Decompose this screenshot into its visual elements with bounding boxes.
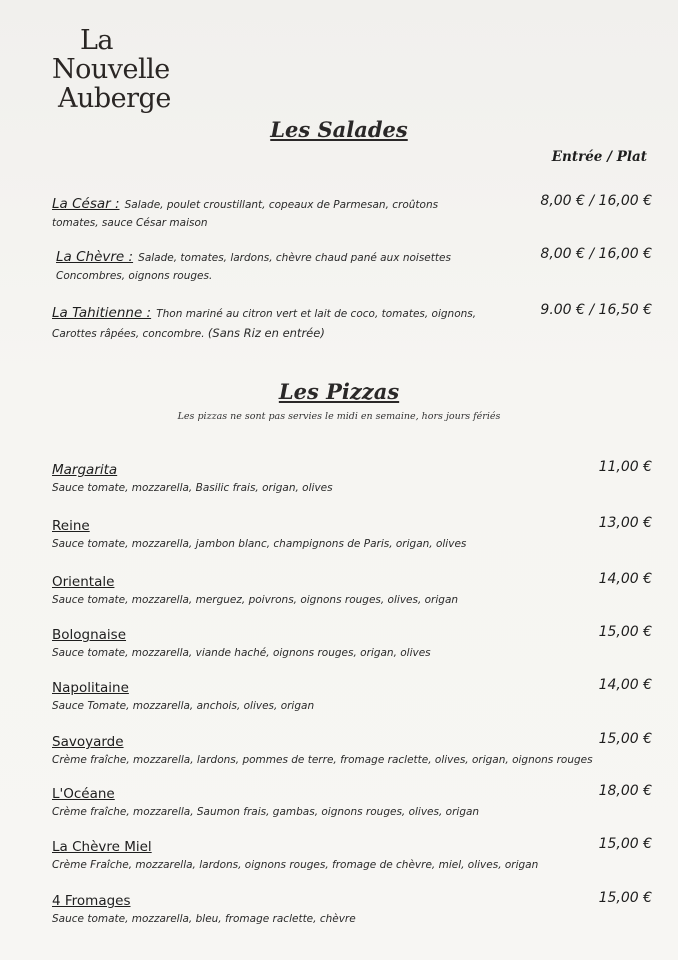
pizza-desc: Crème fraîche, mozzarella, Saumon frais, gambas, oignons rouges, olives, origan bbox=[52, 806, 480, 818]
pizza-desc: Sauce tomate, mozzarella, Basilic frais, origan, olives bbox=[52, 482, 333, 494]
pizza-name: Savoyarde bbox=[52, 734, 124, 750]
restaurant-logo bbox=[52, 26, 171, 113]
pizza-name: Margarita bbox=[52, 462, 118, 478]
salad-price: 8,00 € / 16,00 € bbox=[540, 193, 652, 209]
pizza-name: Orientale bbox=[52, 574, 115, 590]
pizzas-title: Les Pizzas bbox=[278, 379, 400, 404]
salad-desc-line2-text: Carottes râpées, concombre. bbox=[52, 328, 205, 340]
pizza-name: Reine bbox=[52, 518, 90, 534]
pizza-desc: Sauce Tomate, mozzarella, anchois, olives, origan bbox=[52, 700, 315, 712]
pizza-name: Napolitaine bbox=[52, 680, 129, 696]
pizza-item bbox=[52, 571, 652, 606]
logo-line: Nouvelle bbox=[52, 54, 170, 85]
pizza-desc: Sauce tomate, mozzarella, merguez, poivrons, oignons rouges, olives, origan bbox=[52, 594, 459, 606]
pizza-price: 14,00 € bbox=[598, 677, 652, 693]
salad-desc-line2: Concombres, oignons rouges. bbox=[56, 270, 213, 282]
salads-title: Les Salades bbox=[270, 117, 408, 142]
pizza-name: 4 Fromages bbox=[52, 893, 131, 909]
pizzas-note: Les pizzas ne sont pas servies le midi en semaine, hors jours fériés bbox=[177, 411, 501, 422]
pizza-price: 15,00 € bbox=[598, 624, 652, 640]
pizza-item bbox=[52, 783, 652, 818]
price-column-header: Entrée / Plat bbox=[551, 149, 647, 165]
pizza-desc: Crème Fraîche, mozzarella, lardons, oignons rouges, fromage de chèvre, miel, olives, origan bbox=[52, 859, 539, 871]
salad-price: 8,00 € / 16,00 € bbox=[540, 246, 652, 262]
pizza-name: La Chèvre Miel bbox=[52, 839, 152, 855]
salad-name: La César : bbox=[52, 196, 120, 212]
pizza-item bbox=[52, 624, 652, 659]
pizza-desc: Sauce tomate, mozzarella, jambon blanc, champignons de Paris, origan, olives bbox=[52, 538, 467, 550]
pizza-name: Bolognaise bbox=[52, 627, 127, 643]
salad-desc: Salade, poulet croustillant, copeaux de Parmesan, croûtons bbox=[124, 199, 439, 211]
pizza-price: 15,00 € bbox=[598, 731, 652, 747]
pizza-item bbox=[52, 731, 652, 766]
pizza-desc: Sauce tomate, mozzarella, viande haché, oignons rouges, origan, olives bbox=[52, 647, 431, 659]
salad-item bbox=[52, 302, 652, 340]
pizza-price: 18,00 € bbox=[598, 783, 652, 799]
salad-name: La Chèvre : bbox=[56, 249, 134, 265]
pizza-item bbox=[52, 836, 652, 871]
salad-item bbox=[52, 193, 652, 229]
pizza-price: 13,00 € bbox=[598, 515, 652, 531]
pizza-desc: Sauce tomate, mozzarella, bleu, fromage raclette, chèvre bbox=[52, 913, 356, 925]
pizza-item bbox=[52, 459, 652, 494]
pizza-item bbox=[52, 890, 652, 925]
salad-desc-line2: tomates, sauce César maison bbox=[52, 217, 208, 229]
pizza-name: L'Océane bbox=[52, 786, 115, 802]
pizza-item bbox=[52, 677, 652, 712]
pizza-price: 14,00 € bbox=[598, 571, 652, 587]
logo-line: Auberge bbox=[58, 83, 171, 114]
salad-item bbox=[52, 246, 652, 282]
salad-note: (Sans Riz en entrée) bbox=[207, 326, 325, 340]
salad-name: La Tahitienne : bbox=[52, 305, 152, 321]
pizza-price: 15,00 € bbox=[598, 836, 652, 852]
salad-price: 9.00 € / 16,50 € bbox=[540, 302, 652, 318]
salad-desc: Salade, tomates, lardons, chèvre chaud pané aux noisettes bbox=[138, 252, 451, 264]
logo-line: La bbox=[80, 25, 114, 56]
pizza-price: 11,00 € bbox=[598, 459, 652, 475]
pizza-price: 15,00 € bbox=[598, 890, 652, 906]
pizza-item bbox=[52, 515, 652, 550]
pizza-desc: Crème fraîche, mozzarella, lardons, pommes de terre, fromage raclette, olives, origan, oignons rouges bbox=[52, 754, 593, 766]
salad-desc: Thon mariné au citron vert et lait de coco, tomates, oignons, bbox=[156, 308, 477, 320]
salad-desc-line2 bbox=[52, 326, 652, 340]
